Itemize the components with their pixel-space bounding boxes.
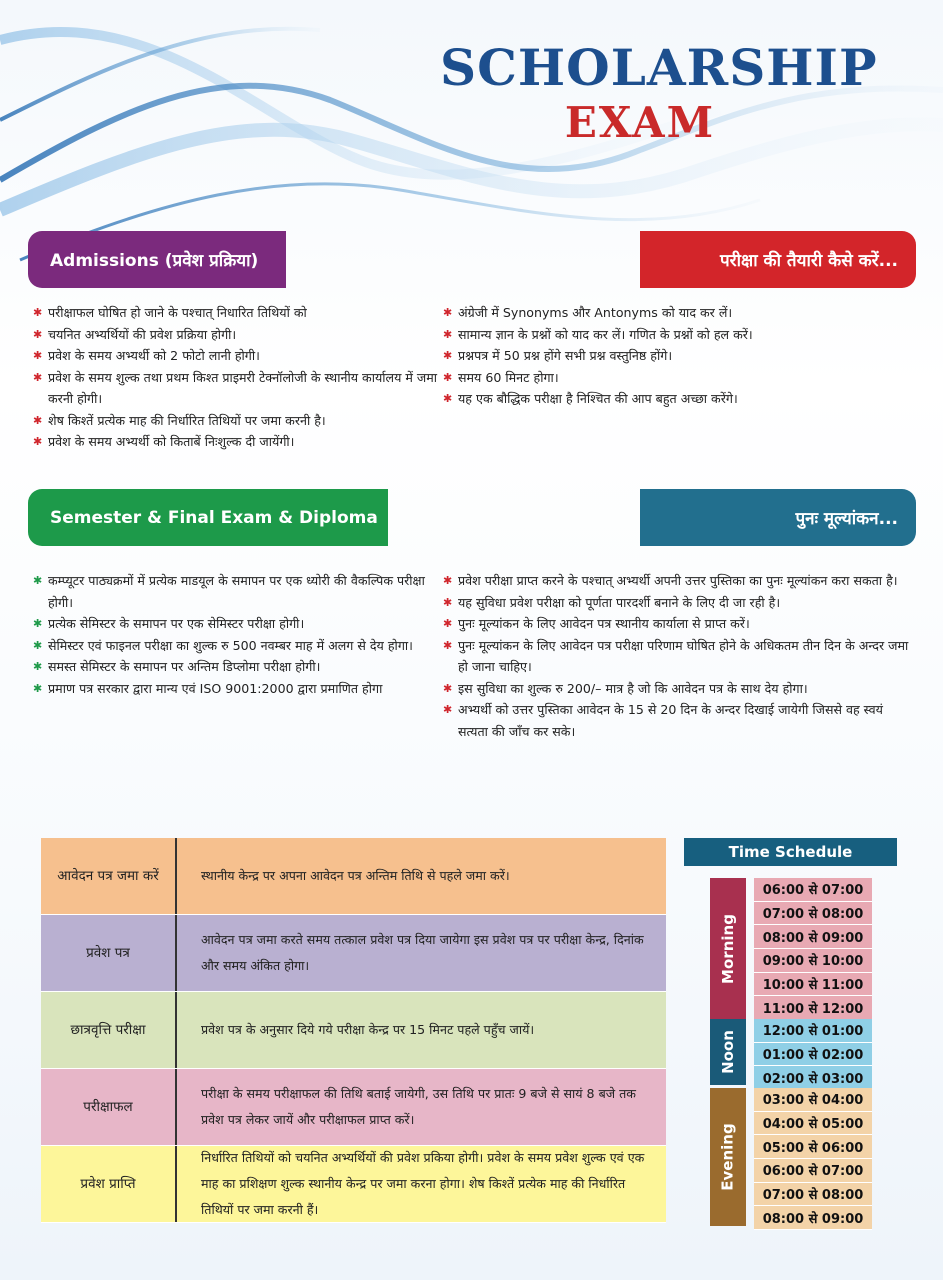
- preparation-list: [443, 302, 923, 410]
- admissions-list: [33, 302, 438, 453]
- time-slot: 11:00 से 12:00: [754, 996, 872, 1020]
- time-slot: 08:00 से 09:00: [754, 1206, 872, 1230]
- revaluation-title: पुनः मूल्यांकन...: [795, 509, 898, 529]
- time-slot: 06:00 से 07:00: [754, 878, 872, 902]
- list-item: ✱ यह एक बौद्धिक परीक्षा है निश्चित की आप बहुत अच्छा करेंगे।: [443, 388, 923, 410]
- list-item: ✱ पुनः मूल्यांकन के लिए आवेदन पत्र स्थानीय कार्याला से प्राप्त करें।: [443, 613, 913, 635]
- time-slot: 01:00 से 02:00: [754, 1043, 872, 1067]
- table-row: [41, 992, 666, 1069]
- process-step: प्रवेश पत्र: [41, 915, 177, 991]
- time-slot: 12:00 से 01:00: [754, 1019, 872, 1043]
- list-item: ✱ प्रवेश के समय शुल्क तथा प्रथम किश्त प्राइमरी टेक्नॉलोजी के स्थानीय कार्यालय में जमा करनी होगी।: [33, 367, 438, 410]
- list-item: ✱ पुनः मूल्यांकन के लिए आवेदन पत्र परीक्षा परिणाम घोषित होने के अधिकतम तीन दिन के अन्दर जमा हो जाना चाहिए।: [443, 635, 913, 678]
- table-row: [41, 915, 666, 992]
- table-row: [41, 838, 666, 915]
- semester-title: Semester & Final Exam & Diploma: [50, 507, 378, 528]
- list-item: ✱ परीक्षाफल घोषित हो जाने के पश्चात् निधारित तिथियों को: [33, 302, 438, 324]
- process-detail: प्रवेश पत्र के अनुसार दिये गये परीक्षा केन्द्र पर 15 मिनट पहले पहुँच जायें।: [201, 1022, 535, 1037]
- list-item: ✱ चयनित अभ्यर्थियों की प्रवेश प्रक्रिया होगी।: [33, 324, 438, 346]
- morning-group: [710, 878, 872, 1020]
- time-slot: 05:00 से 06:00: [754, 1135, 872, 1159]
- page-subtitle: EXAM: [564, 98, 716, 147]
- list-item: ✱ इस सुविधा का शुल्क रु 200/– मात्र है जो कि आवेदन पत्र के साथ देय होगा।: [443, 678, 913, 700]
- time-slot: 02:00 से 03:00: [754, 1066, 872, 1090]
- list-item: ✱ प्रमाण पत्र सरकार द्वारा मान्य एवं ISO 9001:2000 द्वारा प्रमाणित होगा: [33, 678, 428, 700]
- time-schedule-title: Time Schedule: [684, 838, 897, 866]
- revaluation-header: [640, 489, 916, 546]
- list-item: ✱ समस्त सेमिस्टर के समापन पर अन्तिम डिप्लोमा परीक्षा होगी।: [33, 656, 428, 678]
- process-detail: निर्धारित तिथियों को चयनित अभ्यर्थियों की प्रवेश प्रकिया होगी। प्रवेश के समय प्रवेश शुल्क एवं एक माह का प्रशिक्षण शुल्क स्थानीय केन्द्र पर जमा करना होगा। शेष किश्तें प्रत्येक माह की निर्धारित तिथियों पर जमा करनी हैं।: [201, 1150, 645, 1217]
- evening-group: [710, 1088, 872, 1230]
- noon-group: [710, 1019, 872, 1090]
- time-slot: 09:00 से 10:00: [754, 949, 872, 973]
- time-slot: 06:00 से 07:00: [754, 1159, 872, 1183]
- process-detail: परीक्षा के समय परीक्षाफल की तिथि बताई जायेगी, उस तिथि पर प्रातः 9 बजे से सायं 8 बजे तक प्रवेश पत्र लेकर जायें और परीक्षाफल प्राप्त करें।: [201, 1086, 636, 1127]
- process-detail: स्थानीय केन्द्र पर अपना आवेदन पत्र अन्तिम तिथि से पहले जमा करें।: [201, 868, 510, 883]
- revaluation-list: [443, 570, 913, 742]
- admissions-title: Admissions (प्रवेश प्रक्रिया): [50, 251, 259, 271]
- time-slot: 07:00 से 08:00: [754, 1183, 872, 1207]
- noon-label: Noon: [710, 1019, 746, 1085]
- semester-header: [28, 489, 388, 546]
- evening-slots: [754, 1088, 872, 1230]
- list-item: ✱ समय 60 मिनट होगा।: [443, 367, 923, 389]
- morning-slots: [754, 878, 872, 1020]
- time-slot: 10:00 से 11:00: [754, 973, 872, 997]
- process-step: आवेदन पत्र जमा करें: [41, 838, 177, 914]
- list-item: ✱ प्रवेश परीक्षा प्राप्त करने के पश्चात् अभ्यर्थी अपनी उत्तर पुस्तिका का पुनः मूल्यांकन करा सकता है।: [443, 570, 913, 592]
- list-item: ✱ सामान्य ज्ञान के प्रश्नों को याद कर लें। गणित के प्रश्नों को हल करें।: [443, 324, 923, 346]
- list-item: ✱ प्रवेश के समय अभ्यर्थी को किताबें निःशुल्क दी जायेंगी।: [33, 431, 438, 453]
- morning-label: Morning: [710, 878, 746, 1020]
- list-item: ✱ प्रत्येक सेमिस्टर के समापन पर एक सेमिस्टर परीक्षा होगी।: [33, 613, 428, 635]
- process-detail: आवेदन पत्र जमा करते समय तत्काल प्रवेश पत्र दिया जायेगा इस प्रवेश पत्र पर परीक्षा केन्द्र, दिनांक और समय अंकित होगा।: [201, 932, 644, 973]
- list-item: ✱ प्रवेश के समय अभ्यर्थी को 2 फोटो लानी होगी।: [33, 345, 438, 367]
- list-item: ✱ अभ्यर्थी को उत्तर पुस्तिका आवेदन के 15 से 20 दिन के अन्दर दिखाई जायेगी जिससे वह स्वयं सत्यता की जाँच कर सके।: [443, 699, 913, 742]
- process-step: परीक्षाफल: [41, 1069, 177, 1145]
- admissions-header: [28, 231, 286, 288]
- process-step: प्रवेश प्राप्ति: [41, 1146, 177, 1222]
- list-item: ✱ प्रश्नपत्र में 50 प्रश्न होंगे सभी प्रश्न वस्तुनिष्ठ होंगे।: [443, 345, 923, 367]
- list-item: ✱ कम्प्यूटर पाठ्यक्रमों में प्रत्येक माडयूल के समापन पर एक ध्योरी की वैकल्पिक परीक्षा होगी।: [33, 570, 428, 613]
- time-slot: 07:00 से 08:00: [754, 902, 872, 926]
- page-title: SCHOLARSHIP: [440, 38, 878, 97]
- table-row: [41, 1146, 666, 1223]
- table-row: [41, 1069, 666, 1146]
- time-slot: 03:00 से 04:00: [754, 1088, 872, 1112]
- preparation-header: [640, 231, 916, 288]
- list-item: ✱ सेमिस्टर एवं फाइनल परीक्षा का शुल्क रु 500 नवम्बर माह में अलग से देय होगा।: [33, 635, 428, 657]
- process-step: छात्रवृत्ति परीक्षा: [41, 992, 177, 1068]
- preparation-title: परीक्षा की तैयारी कैसे करें...: [720, 251, 898, 271]
- list-item: ✱ अंग्रेजी में Synonyms और Antonyms को याद कर लें।: [443, 302, 923, 324]
- list-item: ✱ यह सुविधा प्रवेश परीक्षा को पूर्णता पारदर्शी बनाने के लिए दी जा रही है।: [443, 592, 913, 614]
- semester-list: [33, 570, 428, 699]
- list-item: ✱ शेष किश्तें प्रत्येक माह की निर्धारित तिथियों पर जमा करनी है।: [33, 410, 438, 432]
- evening-label: Evening: [710, 1088, 746, 1226]
- process-table: [41, 838, 666, 1223]
- time-slot: 08:00 से 09:00: [754, 925, 872, 949]
- noon-slots: [754, 1019, 872, 1090]
- time-slot: 04:00 से 05:00: [754, 1112, 872, 1136]
